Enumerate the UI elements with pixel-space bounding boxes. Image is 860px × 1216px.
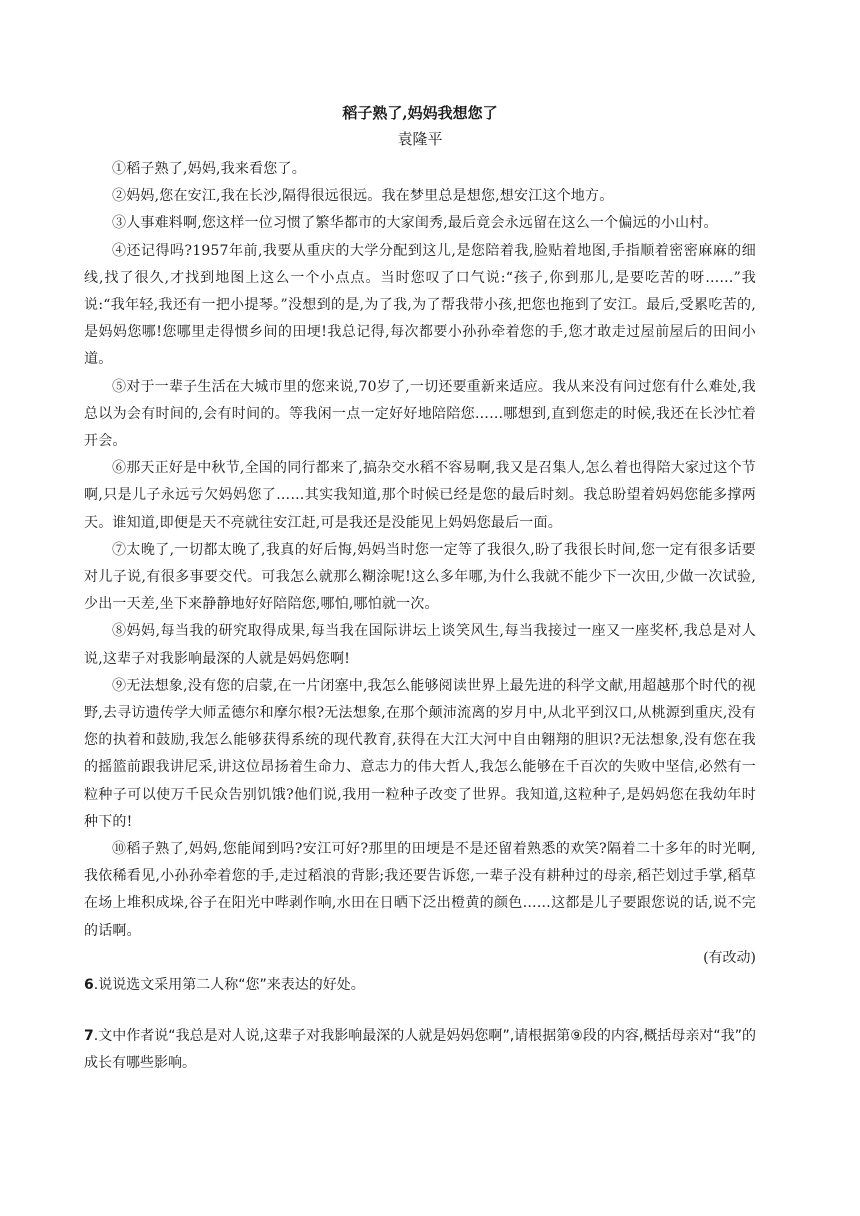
question-6-number: 6 xyxy=(84,976,94,993)
paragraph-3: ③人事难料啊,您这样一位习惯了繁华都市的大家闺秀,最后竟会永远留在这么一个偏远的小山村。 xyxy=(112,215,718,232)
article-body xyxy=(84,156,756,945)
question-7 xyxy=(84,1023,756,1077)
paragraph-10: ⑩稻子熟了,妈妈,您能闻到吗?安江可好?那里的田埂是不是还留着熟悉的欢笑?隔着二十多年的时光啊,我依稀看见,小孙孙牵着您的手,走过稻浪的背影;我还要告诉您,一辈子没有耕种过的母亲,稻芒划过手掌,稻草在场上堆积成垛,谷子在阳光中哔剥作响,水田在日晒下泛出橙黄的颜色……这都是儿子要跟您说的话,说不完的话啊。 xyxy=(84,841,756,939)
question-7-text: .文中作者说“我总是对人说,这辈子对我影响最深的人就是妈妈您啊”,请根据第⑨段的内容,概括母亲对“我”的成长有哪些影响。 xyxy=(84,1027,756,1071)
question-7-number: 7 xyxy=(84,1027,94,1044)
paragraph-1: ①稻子熟了,妈妈,我来看您了。 xyxy=(112,161,306,177)
paragraph-9: ⑨无法想象,没有您的启蒙,在一片闭塞中,我怎么能够阅读世界上最先进的科学文献,用超越那个时代的视野,去寻访遗传学大师孟德尔和摩尔根?无法想象,在那个颠沛流离的岁月中,从北平到汉口,从桃源到重庆,没有您的执着和鼓励,我怎么能够获得系统的现代教育,获得在大江大河中自由翱翔的胆识?无法想象,没有您在我的摇篮前跟我讲尼采,讲这位昂扬着生命力、意志力的伟大哲人,我怎么能够在千百次的失败中坚信,必然有一粒种子可以使万千民众告别饥饿?他们说,我用一粒种子改变了世界。我知道,这粒种子,是妈妈您在我幼年时种下的! xyxy=(84,677,756,830)
question-6 xyxy=(84,972,756,999)
question-6-text: .说说选文采用第二人称“您”来表达的好处。 xyxy=(93,976,365,993)
article-title: 稻子熟了,妈妈我想您了 xyxy=(342,104,498,122)
article-author: 袁隆平 xyxy=(397,130,443,148)
paragraph-4: ④还记得吗?1957年前,我要从重庆的大学分配到这儿,是您陪着我,脸贴着地图,手指顺着密密麻麻的细线,找了很久,才找到地图上这么一个小点点。当时您叹了口气说:“孩子,你到那儿,是要吃苦的呀……”我说:“我年轻,我还有一把小提琴。”没想到的是,为了我,为了帮我带小孩,把您也拖到了安江。最后,受累吃苦的,是妈妈您哪!您哪里走得惯乡间的田埂!我总记得,每次都要小孙孙牵着您的手,您才敢走过屋前屋后的田间小道。 xyxy=(84,242,756,368)
revision-note: (有改动) xyxy=(703,949,756,966)
document-page xyxy=(84,100,756,1077)
paragraph-2: ②妈妈,您在安江,我在长沙,隔得很远很远。我在梦里总是想您,想安江这个地方。 xyxy=(112,188,614,205)
paragraph-8: ⑧妈妈,每当我的研究取得成果,每当我在国际讲坛上谈笑风生,每当我接过一座又一座奖杯,我总是对人说,这辈子对我影响最深的人就是妈妈您啊! xyxy=(84,623,756,667)
paragraph-6: ⑥那天正好是中秋节,全国的同行都来了,搞杂交水稻不容易啊,我又是召集人,怎么着也得陪大家过这个节啊,只是儿子永远亏欠妈妈您了……其实我知道,那个时候已经是您的最后时刻。我总盼望着妈妈您能多撑两天。谁知道,即便是天不亮就往安江赶,可是我还是没能见上妈妈您最后一面。 xyxy=(84,460,756,531)
paragraph-7: ⑦太晚了,一切都太晚了,我真的好后悔,妈妈当时您一定等了我很久,盼了我很长时间,您一定有很多话要对儿子说,有很多事要交代。可我怎么就那么糊涂呢!这么多年哪,为什么我就不能少下一次田,少做一次试验,少出一天差,坐下来静静地好好陪陪您,哪怕,哪怕就一次。 xyxy=(84,541,756,613)
paragraph-5: ⑤对于一辈子生活在大城市里的您来说,70岁了,一切还要重新来适应。我从来没有问过您有什么难处,我总以为会有时间的,会有时间的。等我闲一点一定好好地陪陪您……哪想到,直到您走的时候,我还在长沙忙着开会。 xyxy=(84,378,756,450)
